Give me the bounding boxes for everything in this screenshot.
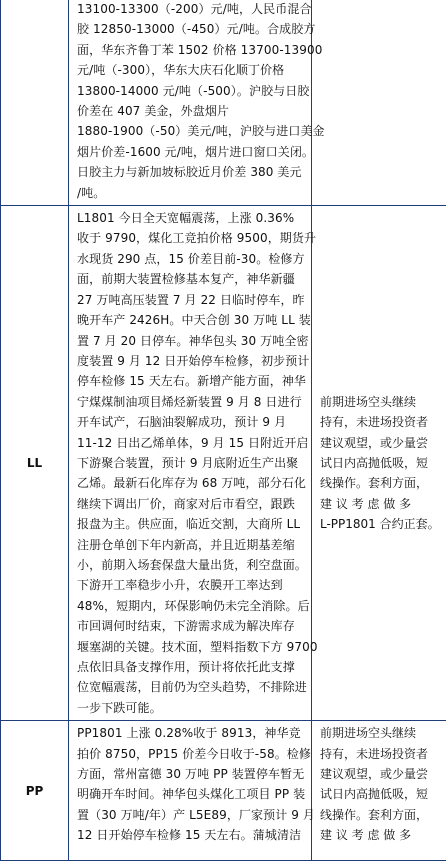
strategy-line: 建 议 考 虑 做 多: [320, 825, 440, 845]
analysis-line: 乙烯。最新石化库存为 68 万吨，部分石化: [77, 473, 305, 493]
analysis-line: 明确开车时间。神华包头煤化工项目 PP 装: [77, 784, 305, 804]
variety-cell-pp: [1, 721, 69, 861]
analysis-line: 继续下调出厂价，商家对后市看空，跟跌: [77, 494, 305, 514]
analysis-line: PP1801 上涨 0.28%收于 8913，神华竞: [77, 723, 305, 743]
analysis-line: 一步下跌可能。: [77, 698, 305, 718]
strategy-line: 试日内高抛低吸，短: [320, 784, 440, 804]
market-analysis-text: [69, 0, 311, 205]
analysis-line: 度装置 9 月 12 日开始停车检修，初步预计: [77, 351, 305, 371]
market-analysis-text: [69, 721, 311, 847]
analysis-line: 晚开车产 2426H。中天合创 30 万吨 LL 装: [77, 310, 305, 330]
table-row-ll: [1, 206, 446, 721]
analysis-line: 小，前期入场套保盘大量出货，利空盘面。: [77, 555, 305, 575]
analysis-line: 12 日开始停车检修 15 天左右。蒲城清洁: [77, 825, 305, 845]
table-row-rubber: [1, 0, 446, 206]
variety-label: LL: [27, 456, 42, 470]
strategy-cell: [312, 206, 446, 721]
strategy-line: 建 议 考 虑 做 多: [320, 494, 440, 514]
analysis-line: /吨。: [77, 183, 305, 203]
strategy-line: L-PP1801 合约正套。: [320, 514, 440, 534]
strategy-cell: [312, 721, 446, 861]
analysis-line: 13100-13300（-200）元/吨，人民币混合: [77, 0, 305, 19]
analysis-line: 48%，短期内，环保影响仍未完全消除。后: [77, 596, 305, 616]
analysis-line: 方面，常州富德 30 万吨 PP 装置停车暂无: [77, 764, 305, 784]
analysis-line: L1801 今日全天宽幅震荡，上涨 0.36%: [77, 208, 305, 228]
variety-cell-ll: [1, 206, 69, 721]
analysis-line: 面，华东齐鲁丁苯 1502 价格 13700-13900: [77, 40, 305, 60]
strategy-line: 建议观望，或少量尝: [320, 433, 440, 453]
analysis-line: 宁煤煤制油项目烯烃新装置 9 月 8 日进行: [77, 392, 305, 412]
strategy-text: [312, 390, 446, 537]
table-row-pp: [1, 721, 446, 861]
strategy-line: 持有，未进场投资者: [320, 744, 440, 764]
analysis-line: 拍价 8750，PP15 价差今日收于-58。检修: [77, 744, 305, 764]
strategy-text: [312, 0, 446, 1]
analysis-line: 烟片价差-1600 元/吨，烟片进口窗口关闭。: [77, 142, 305, 162]
strategy-cell: [312, 0, 446, 206]
analysis-line: 1880-1900（-50）美元/吨，沪胶与进口美金: [77, 121, 305, 141]
strategy-line: 建议观望，或少量尝: [320, 764, 440, 784]
analysis-line: 置 7 月 20 日停车。神华包头 30 万吨全密: [77, 331, 305, 351]
analysis-line: 胶 12850-13000（-450）元/吨。合成胶方: [77, 19, 305, 39]
analysis-line: 置（30 万吨/年）产 L5E89，厂家预计 9 月: [77, 805, 305, 825]
analysis-line: 元/吨（-300），华东大庆石化顺丁价格: [77, 60, 305, 80]
variety-cell: [1, 0, 69, 206]
analysis-line: 开车试产，石脑油裂解成功，预计 9 月: [77, 412, 305, 432]
analysis-line: 11-12 日出乙烯单体，9 月 15 日附近开启: [77, 433, 305, 453]
analysis-line: 堰塞湖的关键。技术面，塑料指数下方 9700: [77, 637, 305, 657]
analysis-line: 报盘为主。供应面，临近交割，大商所 LL: [77, 514, 305, 534]
analysis-line: 水现货 290 点，15 价差目前-30。检修方: [77, 249, 305, 269]
analysis-line: 价差在 407 美金，外盘烟片: [77, 101, 305, 121]
analysis-line: 13800-14000 元/吨（-500）。沪胶与日胶: [77, 81, 305, 101]
analysis-line: 下游聚合装置，预计 9 月底附近生产出聚: [77, 453, 305, 473]
analysis-line: 下游开工率稳步小升，农膜开工率达到: [77, 575, 305, 595]
strategy-line: 前期进场空头继续: [320, 392, 440, 412]
strategy-line: 试日内高抛低吸，短: [320, 453, 440, 473]
analysis-cell: [69, 206, 312, 721]
strategy-text: [312, 721, 446, 847]
analysis-cell: [69, 721, 312, 861]
strategy-line: 持有，未进场投资者: [320, 412, 440, 432]
analysis-cell: [69, 0, 312, 206]
strategy-line: 前期进场空头继续: [320, 723, 440, 743]
strategy-line: 线操作。套利方面，: [320, 473, 440, 493]
analysis-line: 点依旧具备支撑作用，预计将依托此支撑: [77, 657, 305, 677]
strategy-line: 线操作。套利方面，: [320, 805, 440, 825]
analysis-line: 日胶主力与新加坡标胶近月价差 380 美元: [77, 162, 305, 182]
analysis-line: 位宽幅震荡，目前仍为空头趋势，不排除进: [77, 677, 305, 697]
analysis-line: 27 万吨高压装置 7 月 22 日临时停车，昨: [77, 290, 305, 310]
market-analysis-text: [69, 206, 311, 720]
variety-label: PP: [26, 784, 44, 798]
analysis-line: 收于 9790，煤化工竞拍价格 9500，期货升: [77, 228, 305, 248]
analysis-line: 市回调何时结束，下游需求成为解决库存: [77, 616, 305, 636]
analysis-line: 面，前期大装置检修基本复产，神华新疆: [77, 269, 305, 289]
analysis-line: 注册仓单创下年内新高，并且近期基差缩: [77, 535, 305, 555]
analysis-line: 停车检修 15 天左右。新增产能方面，神华: [77, 371, 305, 391]
